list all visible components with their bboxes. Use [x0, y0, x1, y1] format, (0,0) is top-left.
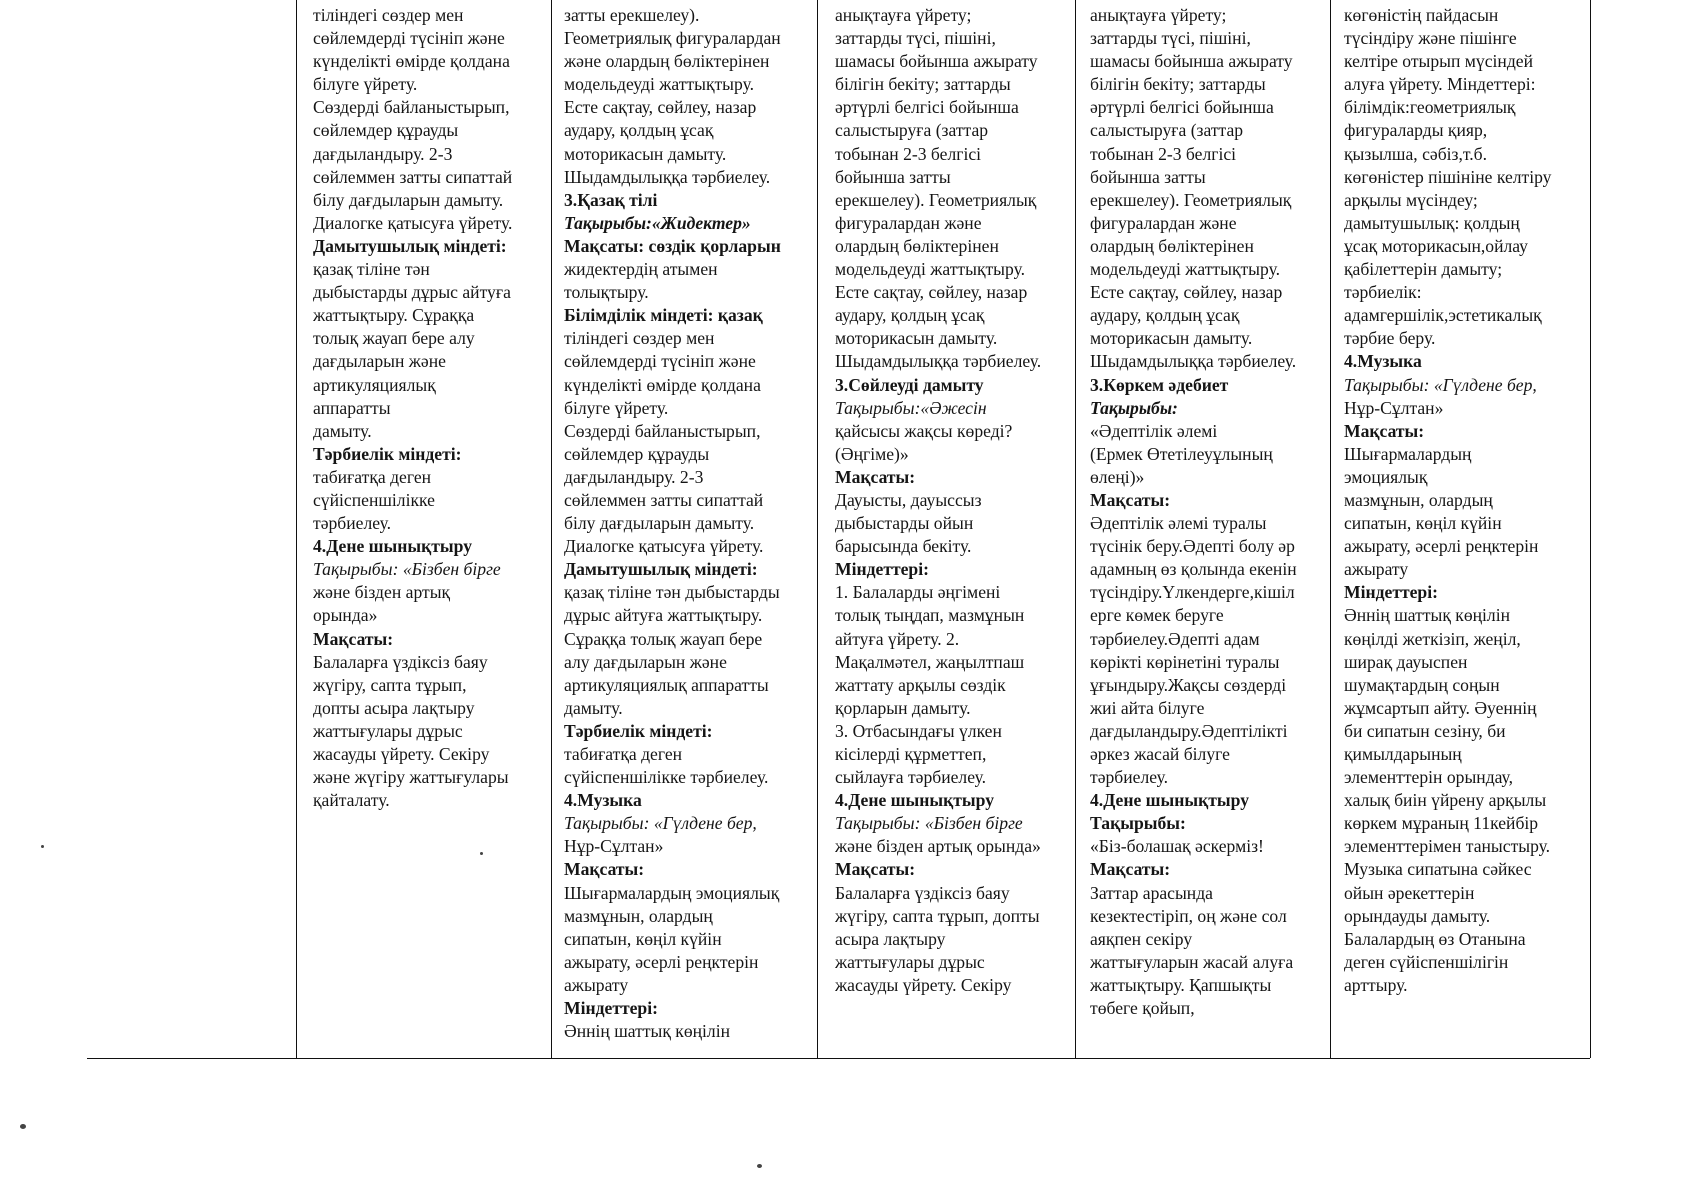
text-line: моторикасын дамыту.: [564, 143, 727, 164]
text-line: әртүрлі белгісі бойынша: [1090, 97, 1274, 118]
text-line: жүгіру, сапта тұрып, допты: [835, 905, 1040, 926]
text-line: жұмсартып айту. Әуеннің: [1344, 697, 1537, 718]
text-line: Мақсаты: сөздік қорларын: [564, 235, 781, 256]
text-line: сөйлемдер құрауды: [564, 443, 710, 464]
text-line: дұрыс айтуға жаттықтыру.: [564, 605, 763, 626]
lesson-plan-table: [87, 0, 1590, 1059]
text-line: Міндеттері:: [1344, 582, 1438, 603]
text-line: күнделікті өмірде қолдана: [313, 51, 510, 72]
text-line: түсіндіру.Үлкендерге,кішіл: [1090, 582, 1295, 603]
text-line: ерге көмек беруге: [1090, 605, 1224, 626]
text-line: тәрбиелеу.Әдепті адам: [1090, 628, 1260, 649]
text-line: жасауды үйрету. Секіру: [313, 744, 490, 764]
text-line: тәрбиелеу.: [1090, 767, 1169, 788]
table-column-3: [835, 4, 1073, 997]
text-line: Балаларға үздіксіз баяу: [313, 651, 488, 672]
text-line: қазақ тіліне тән: [313, 259, 430, 280]
text-line: Мақсаты:: [835, 859, 916, 880]
text-line: күнделікті өмірде қолдана: [564, 374, 761, 395]
text-line: Есте сақтау, сөйлеу, назар: [564, 97, 757, 118]
table-column-4: [1090, 4, 1328, 1020]
text-line: заттарды түсі, пішіні,: [835, 28, 996, 49]
text-line: ширақ дауыспен: [1344, 651, 1468, 672]
text-line: моторикасын дамыту.: [835, 328, 998, 349]
text-line: Тақырыбы:«Әжесін: [835, 397, 987, 418]
text-line: 4.Музыка: [564, 790, 642, 811]
text-line: фигураларды қияр,: [1344, 120, 1488, 141]
text-line: тіліндегі сөздер мен: [564, 328, 715, 349]
text-line: дамыту.: [564, 697, 623, 718]
text-line: деген сүйіспеншілігін: [1344, 951, 1509, 972]
text-line: тіліндегі сөздер мен: [313, 5, 464, 25]
text-line: (Әңгіме)»: [835, 443, 909, 464]
text-line: Музыка сипатына сәйкес: [1344, 859, 1532, 880]
text-line: асыра лақтыру: [835, 928, 946, 949]
text-line: халық биін үйрену арқылы: [1344, 790, 1547, 811]
table-column-5: [1344, 4, 1588, 997]
text-line: аудару, қолдың ұсақ: [564, 120, 714, 141]
text-line: (Ермек Өтетілеуұлының: [1090, 443, 1273, 464]
text-line: алу дағдыларын және: [564, 651, 727, 672]
text-line: аудару, қолдың ұсақ: [835, 305, 985, 326]
text-line: толық тыңдап, мазмұнын: [835, 605, 1025, 626]
text-line: білу дағдыларын дамыту.: [564, 513, 755, 534]
text-line: салыстыруға (заттар: [835, 120, 989, 141]
text-line: Нұр-Сұлтан»: [564, 836, 664, 857]
text-line: сипатын, көңіл күйін: [1344, 513, 1502, 534]
text-line: Тақырыбы: «Бізбен бірге: [835, 813, 1023, 834]
text-line: тобынан 2-3 белгісі: [835, 143, 982, 164]
text-line: түсіндіру және пішінге: [1344, 28, 1517, 49]
text-line: анықтауға үйрету;: [1090, 5, 1227, 25]
text-line: кезектестіріп, оң және сол: [1090, 905, 1287, 926]
text-line: моторикасын дамыту.: [1090, 328, 1253, 349]
text-line: ерекшелеу). Геометриялық: [1090, 189, 1292, 210]
text-line: Міндеттері:: [564, 998, 658, 1019]
text-line: орындауды дамыту.: [1344, 905, 1491, 926]
text-line: тәрбиелеу.: [313, 513, 392, 534]
text-line: модельдеуді жаттықтыру.: [564, 74, 754, 95]
text-line: Сұраққа толық жауап бере: [564, 628, 763, 649]
text-line: 3.Көркем әдебиет: [1090, 374, 1229, 395]
text-line: білігін бекіту; заттарды: [1090, 74, 1266, 95]
text-line: және жүгіру жаттығулары: [313, 767, 509, 788]
scan-speck: [480, 852, 483, 855]
text-line: барысында бекіту.: [835, 536, 972, 557]
text-line: Мақсаты:: [1090, 489, 1171, 510]
text-line: аудару, қолдың ұсақ: [1090, 305, 1240, 326]
text-line: артикуляциялық аппаратты: [564, 674, 769, 695]
text-line: қимылдарының: [1344, 744, 1462, 764]
text-line: және олардың бөліктерінен: [564, 51, 770, 72]
text-line: табиғатқа деген: [313, 466, 432, 487]
text-line: көңілді жеткізіп, жеңіл,: [1344, 628, 1521, 649]
text-line: табиғатқа деген: [564, 744, 683, 764]
text-line: аяқпен секіру: [1090, 928, 1193, 949]
text-line: Міндеттері:: [835, 559, 929, 580]
text-line: фигуралардан және: [1090, 212, 1237, 233]
text-line: Тақырыбы: «Бізбен бірге: [313, 559, 501, 580]
text-line: сөйлеммен затты сипаттай: [313, 166, 513, 187]
text-line: қорларын дамыту.: [835, 697, 971, 718]
text-line: жүгіру, сапта тұрып,: [313, 674, 467, 695]
text-line: дағдыландыру. 2-3: [564, 466, 704, 487]
text-line: ажырату: [1344, 559, 1409, 580]
text-line: адамның өз қолында екенін: [1090, 559, 1297, 580]
text-line: модельдеуді жаттықтыру.: [1090, 259, 1280, 280]
text-line: Сөздерді байланыстырып,: [564, 420, 761, 441]
text-line: жаттығулары дұрыс: [313, 720, 463, 741]
scan-speck: [41, 845, 44, 848]
column-divider: [551, 0, 552, 1058]
text-line: алуға үйрету. Міндеттері:: [1344, 74, 1536, 95]
text-line: 4.Дене шынықтыру: [1090, 790, 1249, 811]
text-line: бойынша затты: [835, 166, 951, 187]
text-line: олардың бөліктерінен: [1090, 235, 1254, 256]
text-line: білуге үйрету.: [564, 397, 669, 418]
text-line: сүйіспеншілікке: [313, 489, 435, 510]
text-line: Мақсаты:: [1344, 420, 1425, 441]
text-line: модельдеуді жаттықтыру.: [835, 259, 1025, 280]
text-line: Шыдамдылыққа тәрбиелеу.: [1090, 351, 1297, 372]
text-line: айтуға үйрету. 2.: [835, 628, 960, 649]
text-line: кісілерді құрметтеп,: [835, 744, 987, 764]
text-line: Мақсаты:: [564, 859, 645, 880]
table-column-2: [564, 4, 816, 1043]
text-line: 3.Қазақ тілі: [564, 189, 658, 210]
text-line: өлеңі)»: [1090, 466, 1145, 487]
text-line: Сөздерді байланыстырып,: [313, 97, 510, 118]
text-line: Әннің шаттық көңілін: [1344, 605, 1511, 626]
text-line: ұғындыру.Жақсы сөздерді: [1090, 674, 1287, 695]
column-divider: [817, 0, 818, 1058]
text-line: жаттығуларын жасай алуға: [1090, 951, 1294, 972]
text-line: шумақтардың соңын: [1344, 674, 1500, 695]
text-line: ерекшелеу). Геометриялық: [835, 189, 1037, 210]
text-line: Балаларға үздіксіз баяу: [835, 882, 1010, 903]
text-line: анықтауға үйрету;: [835, 5, 972, 25]
text-line: 4.Дене шынықтыру: [313, 536, 472, 557]
text-line: Тақырыбы:: [1090, 397, 1178, 418]
text-line: дыбыстарды ойын: [835, 513, 974, 534]
text-line: жаттықтыру. Қапшықты: [1090, 974, 1272, 995]
text-line: Мақсаты:: [835, 466, 916, 487]
text-line: Есте сақтау, сөйлеу, назар: [835, 282, 1028, 303]
text-line: Мақалмәтел, жаңылтпаш: [835, 651, 1025, 672]
text-line: Мақсаты:: [1090, 859, 1171, 880]
text-line: сөйлеммен затты сипаттай: [564, 489, 764, 510]
text-line: дамыту.: [313, 420, 372, 441]
text-line: 1. Балаларды әңгімені: [835, 582, 1001, 603]
text-line: би сипатын сезіну, би: [1344, 720, 1506, 741]
text-line: Шыдамдылыққа тәрбиелеу.: [564, 166, 771, 187]
column-divider: [1075, 0, 1076, 1058]
text-line: Білімділік міндеті: қазақ: [564, 305, 763, 326]
text-line: допты асыра лақтыру: [313, 697, 475, 718]
text-line: Тақырыбы:: [1090, 813, 1186, 834]
text-line: 3.Сөйлеуді дамыту: [835, 374, 984, 395]
column-divider: [1330, 0, 1331, 1058]
text-line: және бізден артық орында»: [835, 836, 1041, 857]
text-line: жасауды үйрету. Секіру: [835, 974, 1012, 995]
text-line: және бізден артық: [313, 582, 451, 603]
text-line: төбеге қойып,: [1090, 998, 1195, 1019]
text-line: көгөністің пайдасын: [1344, 5, 1499, 25]
text-line: дыбыстарды дұрыс айтуға: [313, 282, 511, 303]
text-line: фигуралардан және: [835, 212, 982, 233]
text-line: ойын әрекеттерін: [1344, 882, 1475, 903]
text-line: дағдыларын және: [313, 351, 446, 372]
text-line: мазмұнын, олардың: [564, 905, 713, 926]
text-line: Дамытушылық міндеті:: [564, 559, 758, 580]
text-line: затты ерекшелеу).: [564, 5, 700, 25]
text-line: мазмұнын, олардың: [1344, 489, 1493, 510]
text-line: тобынан 2-3 белгісі: [1090, 143, 1237, 164]
text-line: сипатын, көңіл күйін: [564, 928, 722, 949]
text-line: арттыру.: [1344, 974, 1408, 995]
text-line: жиі айта білуге: [1090, 697, 1205, 718]
text-line: жидектердің атымен: [564, 259, 718, 280]
text-line: Әдептілік әлемі туралы: [1090, 513, 1267, 534]
column-divider: [1590, 0, 1591, 1058]
text-line: дамытушылық: қолдың: [1344, 212, 1520, 233]
text-line: Заттар арасында: [1090, 882, 1213, 903]
text-line: Әннің шаттық көңілін: [564, 1021, 731, 1042]
text-line: Есте сақтау, сөйлеу, назар: [1090, 282, 1283, 303]
text-line: білуге үйрету.: [313, 74, 418, 95]
text-line: білігін бекіту; заттарды: [835, 74, 1011, 95]
text-line: қайсысы жақсы көреді?: [835, 420, 1013, 441]
text-line: келтіре отырып мүсіндей: [1344, 51, 1534, 72]
text-line: тәрбиелік:: [1344, 282, 1422, 303]
text-line: артикуляциялық: [313, 374, 436, 395]
text-line: қабілеттерін дамыту;: [1344, 259, 1503, 280]
text-line: заттарды түсі, пішіні,: [1090, 28, 1251, 49]
text-line: аппаратты: [313, 397, 391, 418]
text-line: қазақ тіліне тән дыбыстарды: [564, 582, 780, 603]
text-line: көркем мұраның 11кейбір: [1344, 813, 1539, 834]
table-column-1: [313, 4, 549, 812]
text-line: «Біз-болашақ әскерміз!: [1090, 836, 1264, 857]
text-line: түсінік беру.Әдепті болу әр: [1090, 536, 1295, 557]
text-line: ұсақ моторикасын,ойлау: [1344, 235, 1528, 256]
text-line: 4.Музыка: [1344, 351, 1422, 372]
text-line: элементтерін орындау,: [1344, 767, 1513, 788]
text-line: жаттығулары дұрыс: [835, 951, 985, 972]
text-line: бойынша затты: [1090, 166, 1206, 187]
text-line: дағдыландыру. 2-3: [313, 143, 453, 164]
scan-speck: [757, 1164, 762, 1168]
text-line: орында»: [313, 605, 378, 626]
text-line: Диалогке қатысуға үйрету.: [564, 536, 764, 557]
text-line: Тақырыбы:«Жидектер»: [564, 212, 751, 233]
text-line: сыйлауға тәрбиелеу.: [835, 767, 987, 788]
text-line: 3. Отбасындағы үлкен: [835, 720, 1002, 741]
text-line: дағдыландыру.Әдептілікті: [1090, 720, 1288, 741]
text-line: Дауысты, дауыссыз: [835, 489, 982, 510]
text-line: адамгершілік,эстетикалық: [1344, 305, 1542, 326]
text-line: білу дағдыларын дамыту.: [313, 189, 504, 210]
text-line: Шығармалардың: [1344, 443, 1472, 464]
text-line: элементтерімен таныстыру.: [1344, 836, 1551, 857]
text-line: шамасы бойынша ажырату: [835, 51, 1038, 72]
text-line: «Әдептілік әлемі: [1090, 420, 1218, 441]
text-line: Тәрбиелік міндеті:: [564, 720, 713, 741]
text-line: толық жауап бере алу: [313, 328, 475, 349]
text-line: сүйіспеншілікке тәрбиелеу.: [564, 767, 769, 788]
text-line: сөйлемдер құрауды: [313, 120, 459, 141]
text-line: қайталату.: [313, 790, 390, 811]
text-line: сөйлемдерді түсініп және: [564, 351, 756, 372]
text-line: эмоциялық: [1344, 466, 1428, 487]
text-line: Шығармалардың эмоциялық: [564, 882, 780, 903]
text-line: Балалардың өз Отанына: [1344, 928, 1526, 949]
text-line: арқылы мүсіндеу;: [1344, 189, 1478, 210]
text-line: Дамытушылық міндеті:: [313, 235, 507, 256]
text-line: жаттату арқылы сөздік: [835, 674, 1006, 695]
scan-speck: [20, 1124, 26, 1129]
text-line: көгөністер пішініне келтіру: [1344, 166, 1552, 187]
text-line: көрікті көрінетіні туралы: [1090, 651, 1280, 672]
text-line: жаттықтыру. Сұраққа: [313, 305, 475, 326]
text-line: толықтыру.: [564, 282, 649, 303]
text-line: Тақырыбы: «Гүлдене бер,: [1344, 374, 1537, 395]
text-line: 4.Дене шынықтыру: [835, 790, 994, 811]
text-line: шамасы бойынша ажырату: [1090, 51, 1293, 72]
text-line: Диалогке қатысуға үйрету.: [313, 212, 513, 233]
text-line: Мақсаты:: [313, 628, 394, 649]
text-line: Тәрбиелік міндеті:: [313, 443, 462, 464]
text-line: ажырату, әсерлі реңктерін: [564, 951, 759, 972]
text-line: сөйлемдерді түсініп және: [313, 28, 505, 49]
text-line: Геометриялық фигуралардан: [564, 28, 781, 49]
text-line: ажырату: [564, 974, 629, 995]
column-divider: [296, 0, 297, 1058]
text-line: тәрбие беру.: [1344, 328, 1436, 349]
text-line: әртүрлі белгісі бойынша: [835, 97, 1019, 118]
text-line: ажырату, әсерлі реңктерін: [1344, 536, 1539, 557]
text-line: Шыдамдылыққа тәрбиелеу.: [835, 351, 1042, 372]
text-line: салыстыруға (заттар: [1090, 120, 1244, 141]
text-line: олардың бөліктерінен: [835, 235, 999, 256]
text-line: Нұр-Сұлтан»: [1344, 397, 1444, 418]
text-line: әркез жасай білуге: [1090, 744, 1230, 764]
text-line: Тақырыбы: «Гүлдене бер,: [564, 813, 757, 834]
text-line: білімдік:геометриялық: [1344, 97, 1516, 118]
text-line: қызылша, сәбіз,т.б.: [1344, 143, 1487, 164]
